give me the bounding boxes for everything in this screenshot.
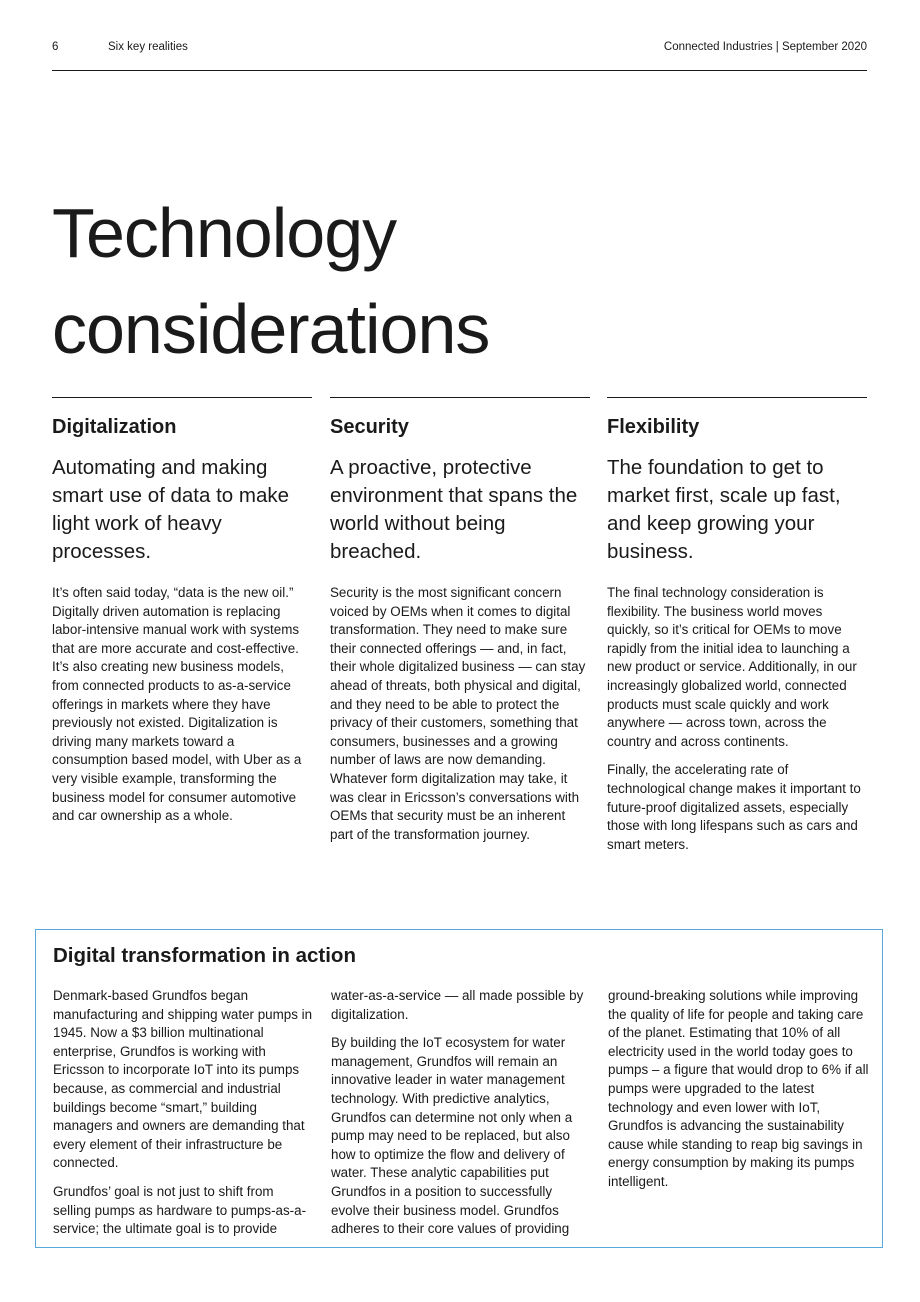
column-heading: Digitalization: [52, 416, 177, 438]
paragraph: The final technology consideration is flexibility. The business world moves quickly, so it’s critical for OEMs to move rapidly from the initial idea to launching a new product or service. Additionally, in our increasingly globalized world, connected products must scale quickly and work anywhere — across town, across the country and across continents.: [607, 585, 857, 749]
paragraph: By building the IoT ecosystem for water management, Grundfos will remain an innovative leader in water management technology. With predictive analytics, Grundfos can determine not only when a pump may need to be replaced, but also how to optimize the flow and delivery of water. These analytic capabilities put Grundfos in a position to successfully evolve their business model. Grundfos adheres to their core values of providing: [331, 1035, 573, 1237]
paragraph: It’s often said today, “data is the new oil.” Digitally driven automation is replacing labor-intensive manual work with systems that are more accurate and cost-effective. It’s also creating new business models, from connected products to as-a-service offerings in markets where they have previously not existed. Digitalization is driving many markets toward a consumption based model, with Uber as a very visible example, transforming the business model for consumer automotive and car ownership as a whole.: [52, 585, 302, 824]
column-lead: The foundation to get to market first, scale up fast, and keep growing your business.: [607, 456, 841, 563]
page-title: [52, 185, 489, 377]
column-body: [607, 584, 867, 854]
section-name: Six key realities: [108, 41, 188, 53]
case-study-column-1: [53, 987, 315, 1249]
page-header: [52, 36, 867, 71]
column-digitalization: [52, 397, 312, 836]
column-security: [330, 397, 590, 854]
column-body: [330, 584, 590, 844]
column-heading: Security: [330, 416, 409, 438]
paragraph: water-as-a-service — all made possible by digitalization.: [331, 988, 584, 1022]
title-line-2: considerations: [52, 290, 490, 368]
case-study-column-3: [608, 987, 870, 1202]
case-study-heading: Digital transformation in action: [53, 944, 356, 967]
paragraph: Grundfos’ goal is not just to shift from selling pumps as hardware to pumps-as-a-service; the ultimate goal is to provide: [53, 1183, 307, 1237]
column-lead: Automating and making smart use of data to make light work of heavy processes.: [52, 456, 290, 563]
case-study-box: [35, 929, 883, 1248]
column-flexibility: [607, 397, 867, 864]
paragraph: Denmark-based Grundfos began manufacturing and shipping water pumps in 1945. Now a $3 billion multinational enterprise, Grundfos is working with Ericsson to incorporate IoT into its pumps because, as commercial and industrial buildings become “smart,” building managers and owners are demanding that every element of their infrastructure be connected.: [53, 988, 313, 1171]
case-study-column-2: [331, 987, 593, 1249]
column-lead: A proactive, protective environment that spans the world without being breached.: [330, 456, 578, 563]
column-heading: Flexibility: [607, 416, 700, 438]
paragraph: Finally, the accelerating rate of technological change makes it important to future-proof digitalized assets, especially those with long lifespans such as cars and smart meters.: [607, 762, 861, 852]
paragraph: ground-breaking solutions while improving the quality of life for people and taking care of the planet. Estimating that 10% of all electricity used in the world today goes to pumps – a figure that would drop to 6% if all pumps were upgraded to the latest technology and even lower with IoT, Grundfos is advancing the sustainability cause while standing to reap big savings in energy consumption by making its pumps intelligent.: [608, 988, 869, 1189]
column-body: [52, 584, 312, 826]
paragraph: Security is the most significant concern voiced by OEMs when it comes to digital transformation. They need to make sure their connected offerings — and, in fact, their whole digitalized business — can stay ahead of threats, both physical and digital, and they need to be able to protect the privacy of their customers, something that consumers, businesses and a growing number of laws are now demanding. Whatever form digitalization may take, it was clear in Ericsson’s conversations with OEMs that security must be an inherent part of the transformation journey.: [330, 585, 586, 842]
publication-info: Connected Industries | September 2020: [663, 41, 867, 53]
title-line-1: Technology: [52, 194, 397, 272]
page-number: 6: [52, 41, 59, 53]
